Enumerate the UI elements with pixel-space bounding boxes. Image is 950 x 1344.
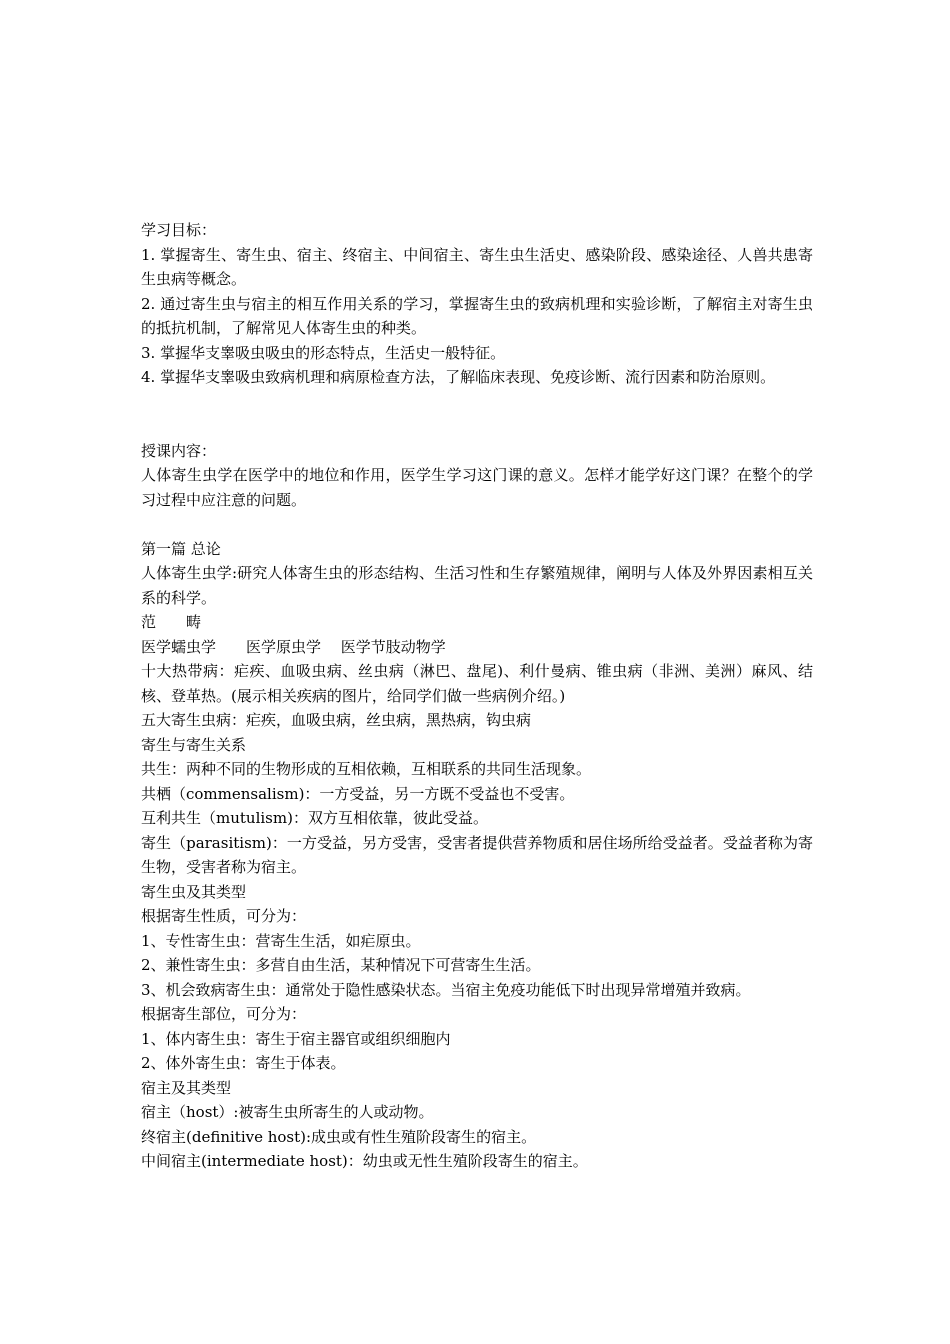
objective-item-2: 2. 通过寄生虫与宿主的相互作用关系的学习，掌握寄生虫的致病机理和实验诊断，了解宿主对寄生虫的抵抗机制，了解常见人体寄生虫的种类。 <box>141 294 813 337</box>
part1-line: 寄生与寄生关系 <box>141 735 247 754</box>
document-body <box>141 218 813 1174</box>
part1-line: 共栖（commensalism)：一方受益，另一方既不受益也不受害。 <box>141 784 575 803</box>
section-spacer <box>141 390 813 439</box>
part1-line: 1、专性寄生虫：营寄生生活，如疟原虫。 <box>141 931 421 950</box>
part1-line: 医学蠕虫学 医学原虫学 医学节肢动物学 <box>141 637 446 656</box>
part1-line: 2、兼性寄生虫：多营自由生活，某种情况下可营寄生生活。 <box>141 956 541 974</box>
part1-line: 根据寄生部位，可分为： <box>141 1005 307 1023</box>
part1-line: 寄生虫及其类型 <box>141 882 247 901</box>
part1-line: 寄生（parasitism)：一方受益，另方受害，受害者提供营养物质和居住场所给受益者。受益者称为寄生物，受害者称为宿主。 <box>141 833 813 876</box>
objective-item-3: 3. 掌握华支睾吸虫吸虫的形态特点，生活史一般特征。 <box>141 343 506 362</box>
part1-line: 范 畴 <box>141 613 202 631</box>
objectives-heading: 学习目标： <box>141 221 217 239</box>
part1-line: 1、体内寄生虫：寄生于宿主器官或组织细胞内 <box>141 1029 451 1048</box>
part1-line: 3、机会致病寄生虫：通常处于隐性感染状态。当宿主免疫功能低下时出现异常增殖并致病。 <box>141 980 751 999</box>
objective-item-4: 4. 掌握华支睾吸虫致病机理和病原检查方法，了解临床表现、免疫诊断、流行因素和防治原则。 <box>141 368 776 386</box>
part1-line: 共生：两种不同的生物形成的互相依赖，互相联系的共同生活现象。 <box>141 760 592 778</box>
objective-item-1: 1. 掌握寄生、寄生虫、宿主、终宿主、中间宿主、寄生虫生活史、感染阶段、感染途径、人兽共患寄生虫病等概念。 <box>141 245 813 288</box>
content-heading: 授课内容： <box>141 441 217 460</box>
part1-line: 宿主（host）:被寄生虫所寄生的人或动物。 <box>141 1103 434 1121</box>
part1-line: 人体寄生虫学:研究人体寄生虫的形态结构、生活习性和生存繁殖规律，阐明与人体及外界因素相互关系的科学。 <box>141 564 813 607</box>
part1-line: 互利共生（mutulism)：双方互相依靠，彼此受益。 <box>141 809 488 827</box>
content-intro: 人体寄生虫学在医学中的地位和作用，医学生学习这门课的意义。怎样才能学好这门课？在整个的学习过程中应注意的问题。 <box>141 466 813 509</box>
part1-line: 2、体外寄生虫：寄生于体表。 <box>141 1054 346 1072</box>
part1-line: 宿主及其类型 <box>141 1078 232 1097</box>
part1-line: 根据寄生性质，可分为： <box>141 907 307 925</box>
part1-line: 五大寄生虫病：疟疾，血吸虫病，丝虫病，黑热病，钩虫病 <box>141 711 532 729</box>
part1-title: 第一篇 总论 <box>141 539 221 558</box>
part1-line: 十大热带病：疟疾、血吸虫病、丝虫病（淋巴、盘尾)、利什曼病、锥虫病（非洲、美洲）麻风、结核、登革热。(展示相关疾病的图片，给同学们做一些病例介绍。) <box>141 662 813 705</box>
part1-line: 中间宿主(intermediate host)：幼虫或无性生殖阶段寄生的宿主。 <box>141 1152 588 1170</box>
part1-line: 终宿主(definitive host):成虫或有性生殖阶段寄生的宿主。 <box>141 1127 537 1146</box>
section-spacer <box>141 512 813 537</box>
